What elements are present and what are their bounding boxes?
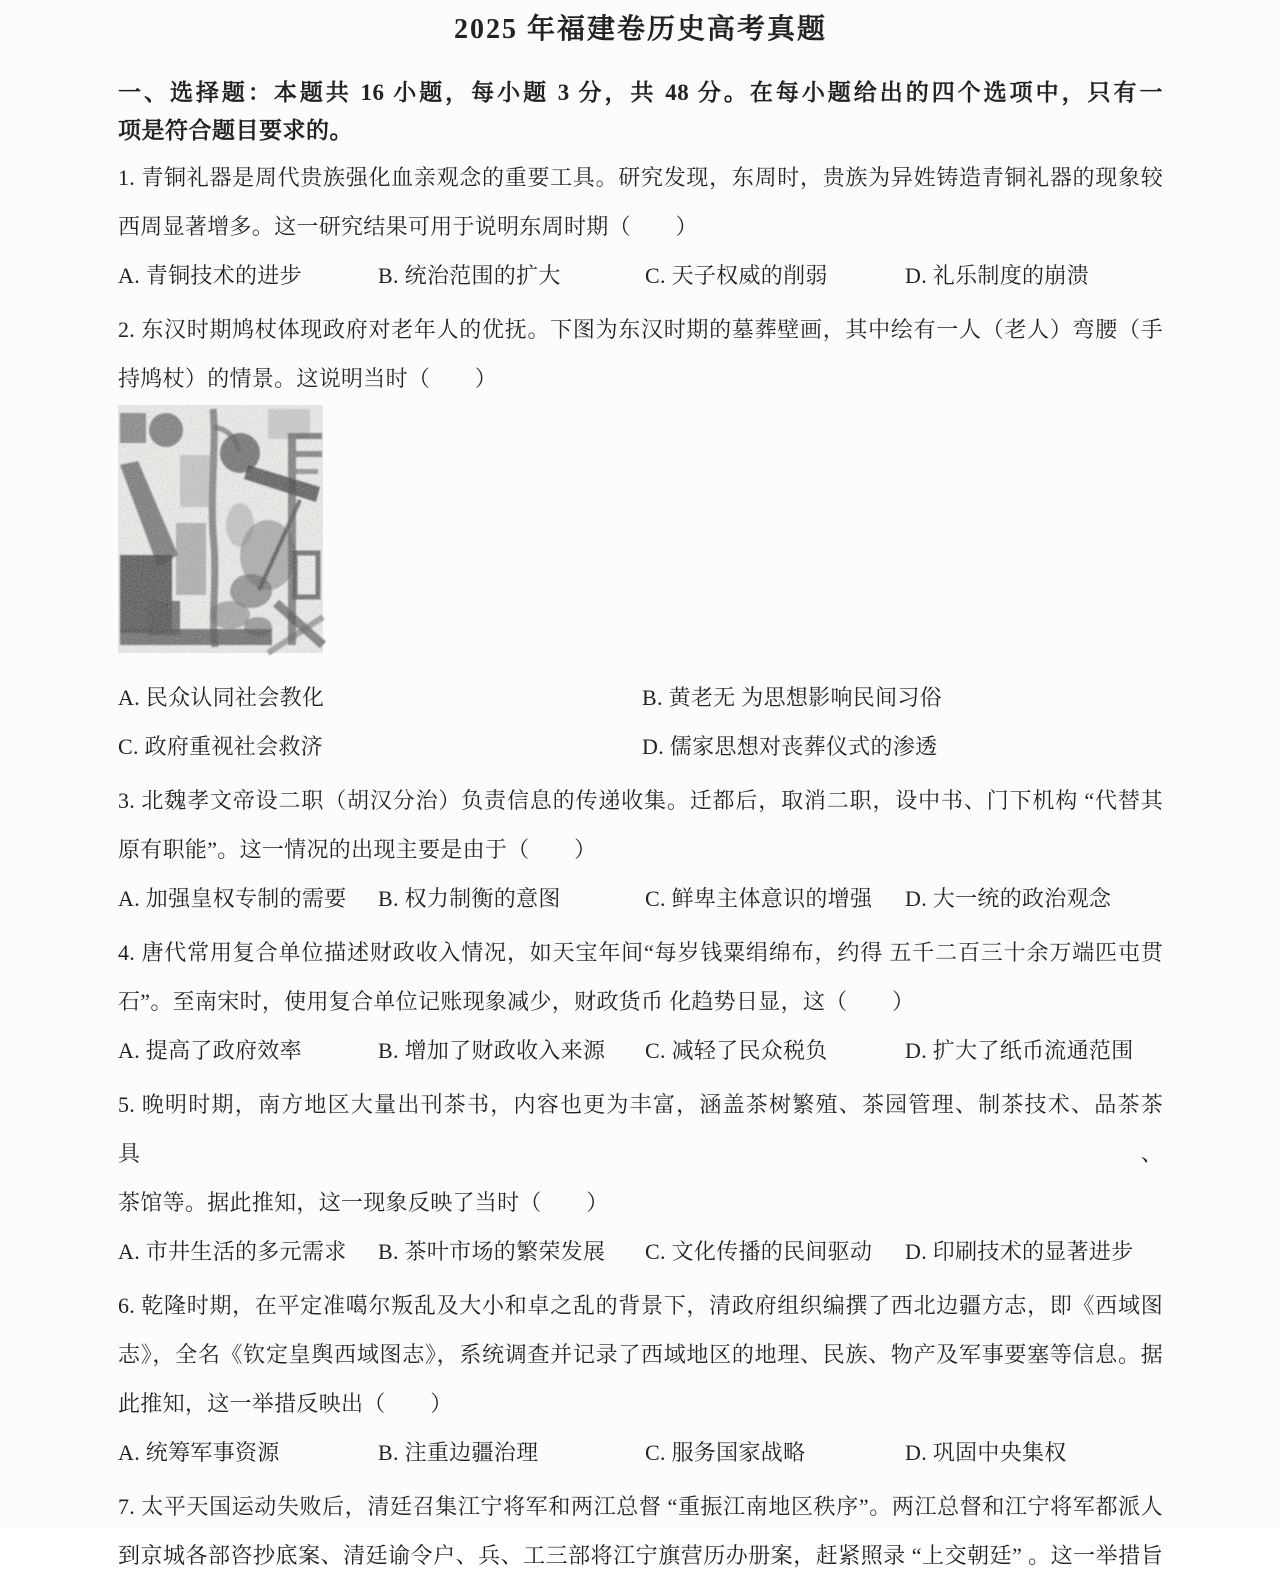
question-4-option-b: B. 增加了财政收入来源: [378, 1038, 606, 1063]
question-6-stem-line-1: 6. 乾隆时期，在平定准噶尔叛乱及大小和卓之乱的背景下，清政府组织编撰了西北边疆方志，即《西域图: [118, 1293, 1163, 1318]
question-2-option-c: C. 政府重视社会救济: [118, 734, 323, 759]
question-1-option-a: A. 青铜技术的进步: [118, 263, 302, 288]
question-1-option-d: D. 礼乐制度的崩溃: [905, 263, 1089, 288]
question-5-option-b: B. 茶叶市场的繁荣发展: [378, 1239, 606, 1264]
question-3-options: [118, 874, 1163, 923]
question-3-stem-line-1: 3. 北魏孝文帝设二职（胡汉分治）负责信息的传递收集。迁都后，取消二职，设中书、门下机构 “代替其: [118, 788, 1163, 813]
question-3-option-c: C. 鲜卑主体意识的增强: [645, 886, 873, 911]
question-4-options: [118, 1026, 1163, 1075]
question-6: [118, 1281, 1163, 1477]
question-5-options: [118, 1227, 1163, 1276]
question-2-option-a: A. 民众认同社会教化: [118, 685, 325, 710]
question-6-option-c: C. 服务国家战略: [645, 1440, 806, 1465]
question-2-option-d: D. 儒家思想对丧葬仪式的渗透: [642, 734, 938, 759]
question-4-option-c: C. 减轻了民众税负: [645, 1038, 828, 1063]
question-5-option-a: A. 市井生活的多元需求: [118, 1239, 347, 1264]
question-6-option-d: D. 巩固中央集权: [905, 1440, 1067, 1465]
question-3-stem-line-2: 原有职能”。这一情况的出现主要是由于（ ）: [118, 837, 597, 862]
section-header-line-2: 项是符合题目要求的。: [118, 118, 353, 143]
question-1-option-c: C. 天子权威的削弱: [645, 263, 828, 288]
question-1-option-b: B. 统治范围的扩大: [378, 263, 561, 288]
question-6-stem-line-2: 志》，全名《钦定皇舆西域图志》，系统调查并记录了西域地区的地理、民族、物产及军事要塞等信息。据: [118, 1342, 1163, 1367]
question-5-stem-line-2: 茶馆等。据此推知，这一现象反映了当时（ ）: [118, 1190, 609, 1215]
section-header: [118, 74, 1163, 150]
question-5-option-c: C. 文化传播的民间驱动: [645, 1239, 873, 1264]
page-title: 2025 年福建卷历史高考真题: [453, 14, 827, 45]
question-3-option-a: A. 加强皇权专制的需要: [118, 886, 347, 911]
document-content: [118, 0, 1163, 1580]
question-3: [118, 776, 1163, 923]
question-7: [118, 1482, 1163, 1580]
question-7-stem-line-1: 7. 太平天国运动失败后，清廷召集江宁将军和两江总督 “重振江南地区秩序”。两江总督和江宁将军都派人: [118, 1494, 1163, 1519]
question-4-stem-line-1: 4. 唐代常用复合单位描述财政收入情况，如天宝年间“每岁钱粟绢绵布，约得 五千二百三十余万端匹屯贯: [118, 940, 1163, 965]
question-7-stem-line-2: 到京城各部咨抄底案、清廷谕令户、兵、工三部将江宁旗营历办册案，赶紧照录 “上交朝廷” 。这一举措旨: [118, 1543, 1163, 1568]
question-1-options: [118, 251, 1163, 300]
question-1-stem-line-1: 1. 青铜礼器是周代贵族强化血亲观念的重要工具。研究发现，东周时，贵族为异姓铸造青铜礼器的现象较: [118, 165, 1163, 190]
question-6-options: [118, 1428, 1163, 1477]
question-6-option-a: A. 统筹军事资源: [118, 1440, 280, 1465]
question-4-option-d: D. 扩大了纸币流通范围: [905, 1038, 1134, 1063]
question-2-stem-line-1: 2. 东汉时期鸠杖体现政府对老年人的优抚。下图为东汉时期的墓葬壁画，其中绘有一人（老人）弯腰（手: [118, 317, 1163, 342]
question-4-stem-line-2: 石”。至南宋时，使用复合单位记账现象减少，财政货币 化趋势日显，这（ ）: [118, 989, 915, 1014]
question-3-option-d: D. 大一统的政治观念: [905, 886, 1112, 911]
question-1-stem-line-2: 西周显著增多。这一研究结果可用于说明东周时期（ ）: [118, 214, 698, 239]
han-tomb-mural-figure: [118, 405, 323, 653]
question-2: [118, 305, 1163, 771]
section-header-line-1: 一、选择题：本题共 16 小题，每小题 3 分，共 48 分。在每小题给出的四个选项中，只有一: [118, 80, 1163, 105]
han-tomb-mural-image: [118, 405, 323, 653]
question-2-options: [118, 673, 1163, 771]
question-2-option-b: B. 黄老无 为思想影响民间习俗: [642, 685, 942, 710]
question-3-option-b: B. 权力制衡的意图: [378, 886, 561, 911]
questions-list: [118, 153, 1163, 1580]
question-2-stem-line-2: 持鸠杖）的情景。这说明当时（ ）: [118, 366, 498, 391]
question-6-stem-line-3: 此推知，这一举措反映出（ ）: [118, 1391, 453, 1416]
question-5-stem-line-1: 5. 晚明时期，南方地区大量出刊茶书，内容也更为丰富，涵盖茶树繁殖、茶园管理、制茶技术、品茶茶具、: [118, 1092, 1163, 1166]
question-4: [118, 928, 1163, 1075]
question-5-option-d: D. 印刷技术的显著进步: [905, 1239, 1134, 1264]
question-6-option-b: B. 注重边疆治理: [378, 1440, 539, 1465]
question-1: [118, 153, 1163, 300]
question-4-option-a: A. 提高了政府效率: [118, 1038, 302, 1063]
question-5: [118, 1080, 1163, 1276]
